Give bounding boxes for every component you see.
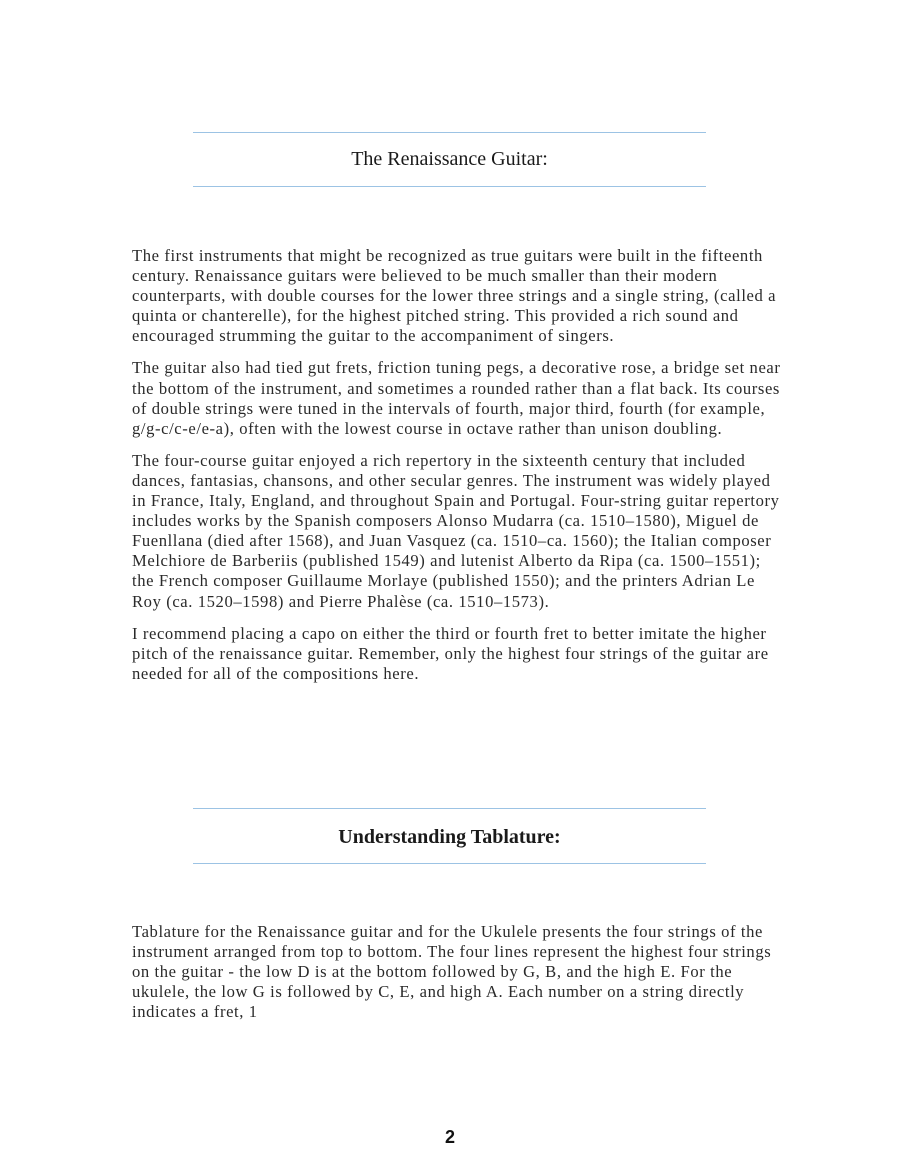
heading-bottom-rule — [193, 863, 706, 864]
section-heading-renaissance-guitar — [193, 132, 706, 187]
heading-bottom-rule — [193, 186, 706, 187]
section-body-understanding-tablature — [132, 922, 782, 1034]
body-paragraph: Tablature for the Renaissance guitar and for the Ukulele presents the four strings of the instrument arranged from top to bottom. The four lines represent the highest four strings on the guitar - the low D is at the bottom followed by G, B, and the high E. For the ukulele, the low G is followed by C, E, and high A. Each number on a string directly indicates a fret, 1 — [132, 922, 772, 1022]
body-paragraph: The first instruments that might be recognized as true guitars were built in the fifteenth century. Renaissance guitars were believed to be much smaller than their modern counterparts, with double courses for the lower three strings and a single string, (called a quinta or chanterelle), for the highest pitched string. This provided a rich sound and encouraged strumming the guitar to the accompaniment of singers. — [132, 246, 777, 346]
section-heading-understanding-tablature — [193, 808, 706, 864]
heading-title: The Renaissance Guitar: — [351, 148, 548, 170]
body-paragraph: I recommend placing a capo on either the third or fourth fret to better imitate the higher pitch of the renaissance guitar. Remember, only the highest four strings of the guitar are needed for all of the compositions here. — [132, 623, 769, 683]
heading-title: Understanding Tablature: — [338, 826, 561, 848]
body-paragraph: The four-course guitar enjoyed a rich repertory in the sixteenth century that included dances, fantasias, chansons, and other secular genres. The instrument was widely played in France, Italy, England, and throughout Spain and Portugal. Four-string guitar repertory includes works by the Spanish composers Alonso Mudarra (ca. 1510–1580), Miguel de Fuenllana (died after 1568), and Juan Vasquez (ca. 1510–ca. 1560); the Italian composer Melchiore de Barberiis (published 1549) and lutenist Alberto da Ripa (ca. 1500–1551); the French composer Guillaume Morlaye (published 1550); and the printers Adrian Le Roy (ca. 1520–1598) and Pierre Phalèse (ca. 1510–1573). — [132, 450, 780, 611]
body-paragraph: The guitar also had tied gut frets, friction tuning pegs, a decorative rose, a bridge set near the bottom of the instrument, and sometimes a rounded rather than a flat back. Its courses of double strings were tuned in the intervals of fourth, major third, fourth (for example, g/g-c/c-e/e-a), often with the lowest course in octave rather than unison doubling. — [132, 358, 781, 438]
section-body-renaissance-guitar — [132, 246, 782, 696]
page-number: 2 — [444, 1127, 455, 1147]
